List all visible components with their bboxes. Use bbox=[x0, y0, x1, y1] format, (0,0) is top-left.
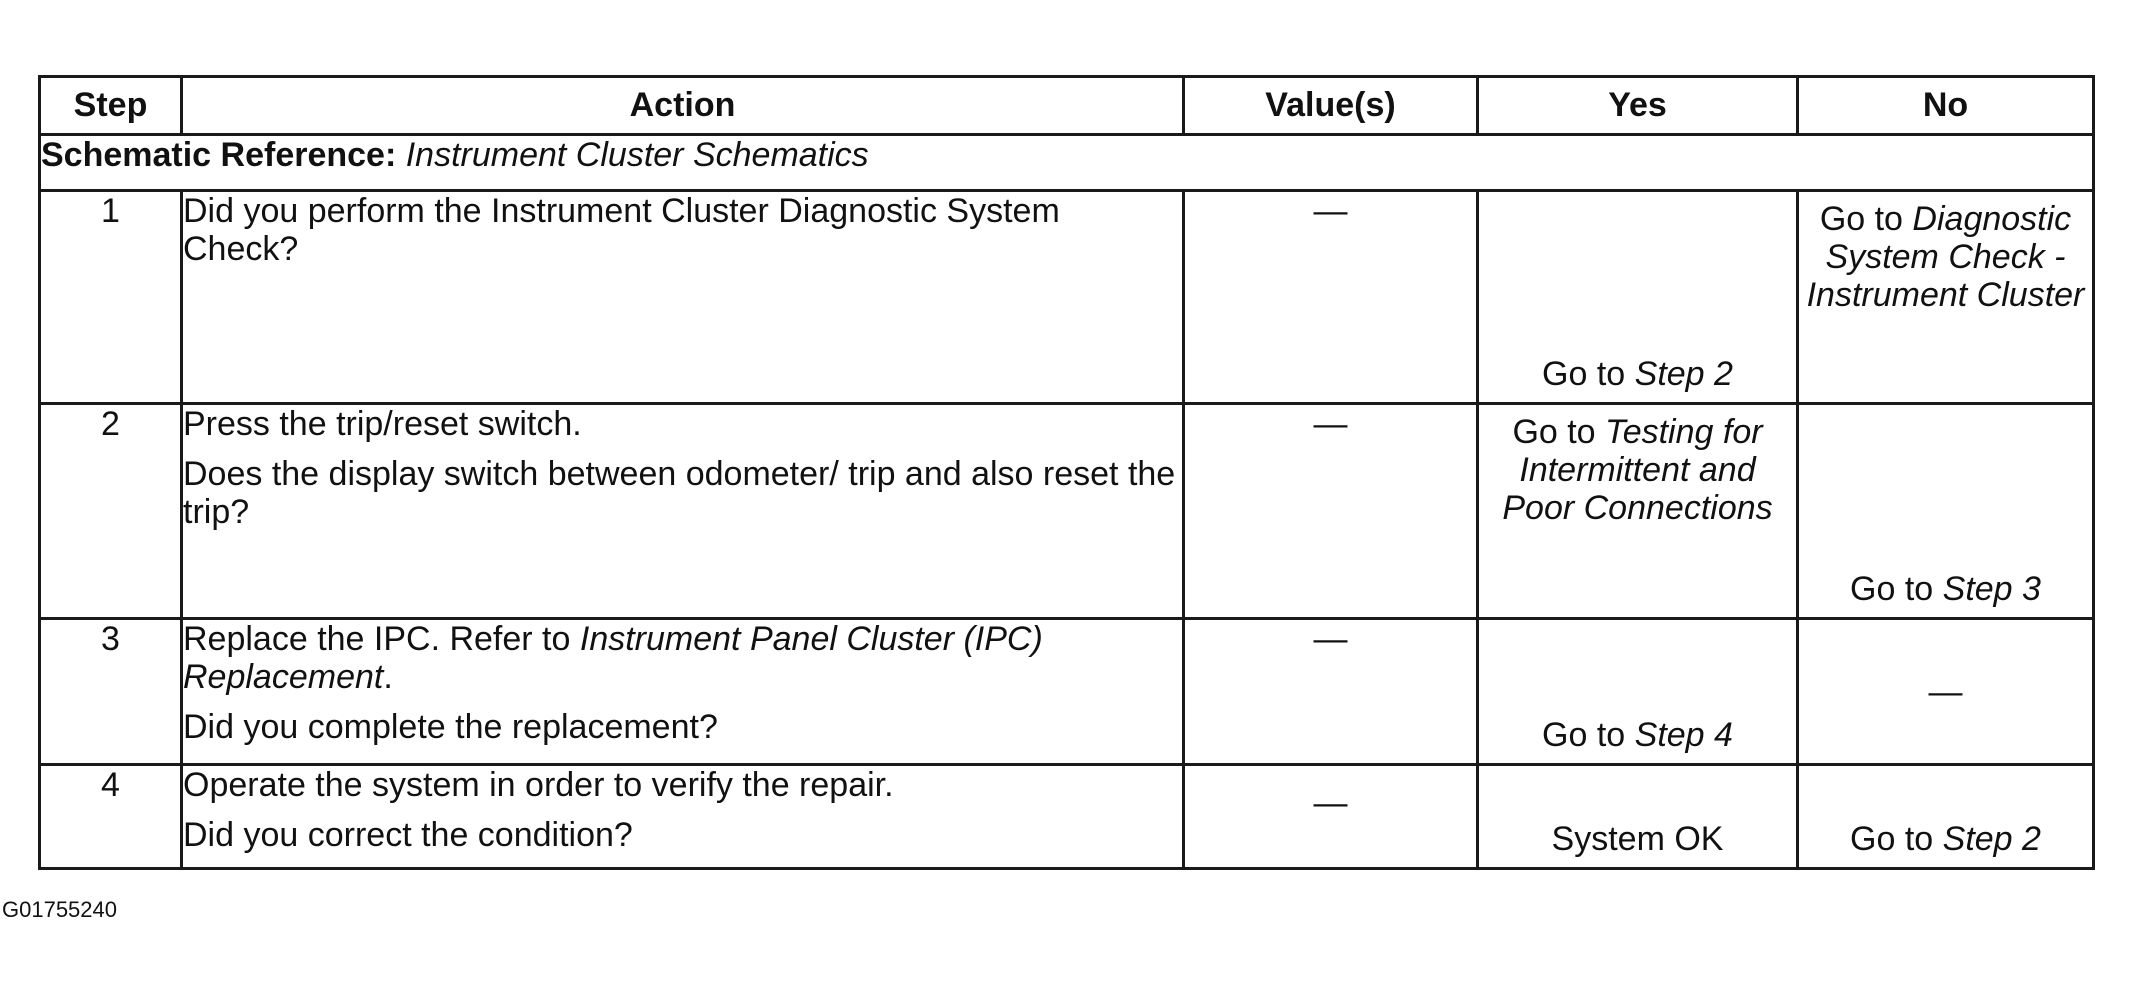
yes-result: System OK bbox=[1551, 820, 1724, 858]
step-number: 2 bbox=[40, 404, 182, 619]
action-text: Operate the system in order to verify the repair. bbox=[183, 766, 894, 804]
replacement-link[interactable]: Instrument Panel Cluster (IPC) Replacement bbox=[183, 620, 1043, 696]
header-action: Action bbox=[182, 77, 1184, 135]
no-link[interactable]: Go to Step 2 bbox=[1850, 820, 2041, 858]
action-cell bbox=[182, 765, 1184, 869]
value-cell: — bbox=[1184, 404, 1478, 619]
schematic-reference-row bbox=[40, 135, 2094, 191]
step-number: 3 bbox=[40, 619, 182, 765]
step-number: 4 bbox=[40, 765, 182, 869]
no-cell bbox=[1798, 404, 2094, 619]
action-question: Does the display switch between odometer/ trip and also reset the trip? bbox=[183, 455, 1176, 531]
header-no: No bbox=[1798, 77, 2094, 135]
figure-code: G01755240 bbox=[2, 897, 117, 922]
action-text: Press the trip/reset switch. bbox=[183, 405, 582, 443]
table-row bbox=[40, 619, 2094, 765]
no-cell bbox=[1798, 765, 2094, 869]
yes-link[interactable]: Go to Testing for Intermittent and Poor Connections bbox=[1502, 413, 1773, 527]
header-step: Step bbox=[40, 77, 182, 135]
yes-cell bbox=[1478, 765, 1798, 869]
header-values: Value(s) bbox=[1184, 77, 1478, 135]
yes-cell bbox=[1478, 404, 1798, 619]
action-question: Did you complete the replacement? bbox=[183, 708, 718, 746]
no-cell bbox=[1798, 191, 2094, 404]
header-yes: Yes bbox=[1478, 77, 1798, 135]
schematic-reference-link[interactable]: Instrument Cluster Schematics bbox=[405, 136, 869, 174]
step-number: 1 bbox=[40, 191, 182, 404]
yes-cell bbox=[1478, 619, 1798, 765]
diagnostic-table bbox=[38, 75, 2095, 870]
yes-link[interactable]: Go to Step 2 bbox=[1542, 355, 1733, 393]
table-row bbox=[40, 191, 2094, 404]
no-cell: — bbox=[1798, 619, 2094, 765]
yes-cell bbox=[1478, 191, 1798, 404]
schematic-reference-label: Schematic Reference: bbox=[41, 136, 397, 174]
action-text: Did you perform the Instrument Cluster Diagnostic System Check? bbox=[183, 192, 1060, 268]
no-link[interactable]: Go to Step 3 bbox=[1850, 570, 2041, 608]
action-cell bbox=[182, 619, 1184, 765]
no-link[interactable]: Go to Diagnostic System Check - Instrument Cluster bbox=[1806, 200, 2085, 314]
table-row bbox=[40, 765, 2094, 869]
value-cell: — bbox=[1184, 619, 1478, 765]
action-text: Replace the IPC. Refer to Instrument Panel Cluster (IPC) Replacement. bbox=[183, 620, 1043, 696]
header-row bbox=[40, 77, 2094, 135]
value-cell: — bbox=[1184, 765, 1478, 869]
table-row bbox=[40, 404, 2094, 619]
yes-link[interactable]: Go to Step 4 bbox=[1542, 716, 1733, 754]
action-cell bbox=[182, 404, 1184, 619]
action-cell bbox=[182, 191, 1184, 404]
action-question: Did you correct the condition? bbox=[183, 816, 633, 854]
value-cell: — bbox=[1184, 191, 1478, 404]
